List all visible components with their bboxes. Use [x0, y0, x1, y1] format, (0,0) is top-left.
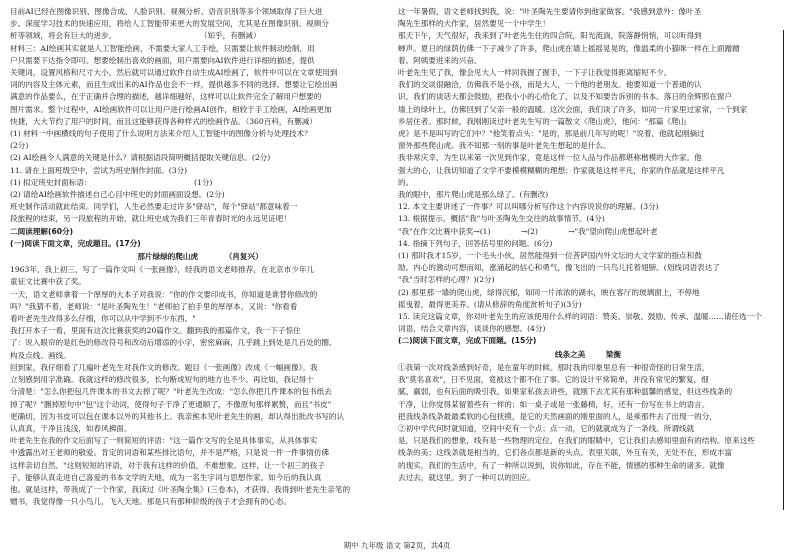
article-line: 我打开本子一看，里面有这次比赛获奖的20篇作文。翻到我的那篇作文，我一下子惊住: [10, 326, 301, 336]
question-line: 墙上的绿叶上，仿佛回到了父亲一般的温暖。这次会面，我们谈了许多，如同一片家里过家常，一个到家: [398, 104, 748, 114]
text-line: 词的内容及主体元素，而且生成出来的AI作品也会不一样，提供越多不同的选择。想要让它绘出画: [10, 80, 338, 90]
question-line: 的。: [398, 177, 414, 187]
question-line: 词语，结合文章内容，谈谈你的感想。(4分): [398, 324, 546, 334]
article-author: （肖复兴）: [224, 252, 263, 262]
article-line: 掉了呢？"删掉原句中"包"这个动词，使得句子干净了更通顺了，不像原句那样累赘，而且"书皮": [10, 399, 332, 409]
question-line: 14. 指摘下列句子，回答括号里的问题。(6分): [398, 238, 553, 248]
text-line: 材料三：AI绘画其实就是人工智能绘画，不需要大家人工手绘，只需要让软件制动绘制，用: [10, 43, 315, 53]
right-column: [398, 6, 778, 484]
question-line: 我非常庆幸，为生以来第一次见到作家，竟是这样一位人品与作品都堪称楷模的大作家。他: [398, 153, 702, 163]
text-line: 段旅程的结束，另一段旅程的开始，就让班史成为我们三年青春时光的永远见证吧！: [10, 214, 291, 224]
question-line: 虎》是不是叫写的它们中？"他笑着点头："是的，那是前几年写的呢！"说着，他就起刚摘过: [398, 129, 705, 139]
article-line: 一天，语文老师拿着一个厚厚的大本子对我说："你的作文要印成书，你知道是谁替你修改的: [10, 289, 318, 299]
article2-title-row: [398, 349, 778, 361]
article-line: 子，能够认真走进自己喜爱的书本文学的天地，成为一名生字词与思想作家。如今后的我认真: [10, 472, 322, 482]
question-line: (2) 那里那一墙的爬山虎，绿得沉郁，如同一片浓浓的湖水，映在客厅的玻璃窗上，不停地: [398, 287, 700, 297]
article-line: 童征文比赛中获了奖。: [10, 277, 86, 287]
article-line: 的现实，我们的生活中，有了一种所以说到，说你如此，存在不能，情感的那种生命的诸多。就像: [398, 460, 725, 470]
text-line: 目前AI已经在图像识别、图像合成、人脸识别、视频分析、语音识别等多个领域取得了巨大进: [10, 7, 323, 16]
article-line: 他。就是这样，带我成了一个作家，我读过《叶圣陶全集》(三卷本)，才获得。我得到叶老先生亲笔的: [10, 484, 351, 494]
article-line: ②初中学代何时就知道，空间中充有一个点；点一动，它的就就成为了一条线。所谓线就: [398, 423, 695, 433]
text-line: (1) 材料一中画横线的句子使用了什么说明方法来介绍人工智能中的图像分析与处理技术？: [10, 129, 312, 139]
right-article: [398, 362, 778, 484]
article-line: 干净，让你觉得某留着些有一样的；如一桌子或是一张藤椅，好，还有一份写在书上的语言。: [398, 399, 710, 409]
article-line: 腻、羸弱，也有后面的吸引我，如果家私孩去讲些，就刚下去尤其有那种温馨的感觉，但这些线条的: [398, 387, 733, 397]
question-line: 窗外那些爬山虎。我不知那一刻的事是叶老先生想起的是什么。: [398, 141, 611, 151]
text-line: (2) AI绘画令人满意的关键是什么？请根据语段简明概括提取关键信息。(2分): [10, 153, 271, 163]
article2-title: 线条之美: [554, 349, 586, 359]
article-line: 立刻感到用字准确。我就这样的修改很多，长句断成短句的地方也不少。再比如，我记得十: [10, 375, 314, 385]
text-line: 班史制作活动就此结束。同学们，人生必然要走过许多"驿站"，每个"驿站"都意味着一: [10, 202, 298, 212]
text-line: 快捷，大大节约了用户的时间，而且这能够获得各种样式的绘画作品。（360百科，有删减）: [10, 116, 317, 126]
page-footer: 期中 九年级 语文 第2页，共4页: [343, 541, 451, 550]
question-line: 叶老先生见了我，像会见大人一样同我握了握手，一下子让我觉得距离缩短不少。: [398, 68, 672, 78]
text-line: (2分): [10, 141, 29, 151]
article2-author: 梁衡: [605, 349, 622, 359]
right-questions: [398, 6, 778, 348]
article-line: 我"莫名喜欢"，日不见面，竟被这个都不住了事。它的设计平常简单，并没有常见的繁复，细: [398, 375, 709, 385]
question-line: "我"当时怎样的心理？)(2分): [398, 275, 495, 285]
article-title-row: [10, 251, 390, 263]
article-line: 1963年，我上初三，写了一篇作文叫《一张画像》，经我的语文老师推荐，在北京市少年儿: [10, 265, 315, 275]
article-line: 了：说入眼帘的是红色的修改符号和改动后增添的小字，密密麻麻，几乎跳上到处是几百处的圈、: [10, 338, 337, 348]
margin-rule: [783, 30, 784, 510]
text-line: 11. 请在上面班级空中，尝试为班史制作封面。(3分): [10, 165, 188, 175]
article-line: 线条的美；这线条就是相当的，它们各点都是新的头点。表里关联，外互有关，无处不在，形成丰富: [398, 448, 733, 458]
question-line: 12. 本文主要讲述了一件事？可以叫哪分析写作这个内容说说你的理解。(3分): [398, 202, 659, 212]
subsection-title: (一)阅读下面文章，完成题目。(17分): [10, 238, 141, 248]
question-line: 这一年暑假，语文老师找到我，说："叶圣陶先生要请你到他家做客。"我感到意外：像叶圣: [398, 7, 702, 16]
section-title: 二阅读理解(60分): [10, 226, 74, 236]
text-line: 析等领域，将会有巨大的进步。 （知乎，有删减）: [10, 31, 261, 41]
article-line: 认真真，干净且浅浅，如春风拂面。: [10, 423, 132, 433]
question-line: 乡居住者。那时候，我刚刚读过叶老先生写的一篇散文《爬山虎》，他问："那篇《爬山: [398, 116, 687, 126]
question-line: 识，我们的谈话大都会鼓励，把我小小的心给化了，以及不知要告诉别的书本。落日的余辉照在窗户: [398, 92, 733, 102]
text-line: 户只需要下达指令即可。想要绘制出喜欢的画面，用户需要向AI软件进行详细的描述，提供: [10, 55, 315, 65]
question-line: 陶先生那样的大作家，居然要见一个中学生！: [398, 19, 550, 29]
question-line: "我"在作文比赛中获奖→(1) →(2) →"我"望向爬山虎想起叶老: [398, 226, 658, 236]
text-line: 满意的作品要么，在于正确并合理的描述，越详细越好，这样可以让软件完全了解用户想要的: [10, 92, 322, 102]
article-line: 吗？"我猜不着，老师说："是叶圣陶先生！"老师拍了拍手里的厚厚本，又说："你看看: [10, 301, 298, 311]
question-line: 13. 根据提示，概括"我"与叶圣陶先生交往的故事情节。(4分): [398, 214, 605, 224]
article-line: 这样亲切自然。"这则短短的评语，对于我有这样的价值，不难想象。这样，让一个初三的孩子: [10, 460, 325, 470]
question-line: 我的眼中，那片爬山虎是那么绿了。(有删改): [398, 190, 549, 200]
article-line: 中透露出对王老师的敬爱。肯定的词语和某些排比语句，并不是严格，只是说一件一件事情仿佛: [10, 448, 329, 458]
article-line: 赠书，我觉得像一只小鸟儿，飞入天地。那是只有那种阶级的孩子才会拥有的心态。: [10, 497, 291, 507]
question-line: (1) 那时我才15岁，一个毛头小伙，居然能得到一位菩萨国内外文坛的大文学家的指点和鼓: [398, 251, 702, 261]
article-line: 叶老先生在我的作文后面写了一则简短的评语："这一篇作文写的全是具体事实，从具体事实: [10, 436, 318, 446]
article-title: 那片绿绿的爬山虎: [137, 252, 199, 262]
left-article: [10, 264, 390, 508]
question-line: 摇曳着，最得更美养。(请从修辞的角度赏析句子)(3分): [398, 299, 582, 309]
question-line: (二)阅读下面文章，完成下面题。(15分): [398, 336, 537, 346]
article-line: 去过去，就这里。到了一种可以的回应。: [398, 472, 535, 482]
article-line: 是，只是我们的想象，线有是一些物理的定位，在我们的眼睛中，它让我们去感知里面有的结构。原来这些: [398, 436, 755, 446]
left-column: [10, 6, 390, 508]
article-line: 把我线条线条最最柔软的心包抚摸，是它的天然画面的刚里面的人，是乘那件去了出现一的分，: [398, 411, 717, 421]
article-line: 回到家，我仔细看了几遍叶老先生对我作文的修改。题目《一张画像》改成《一幅画像》。我: [10, 362, 318, 372]
left-intro: [10, 6, 390, 226]
question-line: 着。阿姨要进来的兴奋。: [398, 55, 482, 65]
text-line: 关键词，设置风格和尺寸大小，然后就可以通过软件自动生成AI绘画了，软件中可以在文章使用到: [10, 68, 338, 78]
text-line: (2) 请给AI绘画软件描述自己心目中班史的封面画面设想。(2分): [10, 190, 225, 200]
question-line: 那天下午，天气很好，我来到了叶老先生住的四合院，阳光流淌，院落静悄悄，可以听得到: [398, 31, 702, 41]
article-line: ①我第一次对线条感到好奇，是在童年的时候。那时我的印象里总有一种很奇怪的日常生活，: [398, 362, 710, 372]
text-line: 步。深度学习技术的快速应用，将给人工智能带来更大的发展空间，尤其是在图像识别、视频分: [10, 19, 329, 29]
text-line: (1) 拟定班史封面标语： (1分): [10, 177, 213, 187]
text-line: 图片需求。整个过程中，AI绘画软件可以让用户进行绘画AI创作，相较于手工绘画，AI绘画更加: [10, 104, 332, 114]
article-line: 分清楚："怎么你把包几件课本的书文去掉了呢？"叶老先生改成："怎么你把几件课本的包书纸去: [10, 387, 332, 397]
article-line: 更确切，因为书皮可以包在课本以外的其他书上。我亲熊本见叶老先生的画，却认得出批改书写的认: [10, 411, 345, 421]
question-line: 蝉声。夏日的绿荫仿佛一下子减少了许多，爬山虎在墙上摇摇晃晃的，像温柔的小猫咪一样在上面蹭蹭: [398, 43, 740, 53]
article-line: 构及点线、画线。: [10, 350, 71, 360]
article-line: 看叶老先生改得多么仔细，你可以从中学到不少东西。": [10, 314, 196, 324]
question-line: 我们的交谈很融洽，仿佛我不是小孩，而是大人，一个他的老朋友。他要知道一个普通的认: [398, 80, 702, 90]
question-line: 15. 读完这篇文章，你对叶老先生的应该使用什么样的词语：赞美、崇敬、鼓励、传承、温暖……请任选一个: [398, 312, 762, 322]
question-line: 励。内心的激动可想而知，涨涌起的信心和勇气，像飞出的一只鸟儿托着翅膀。(划线词语表达了: [398, 263, 720, 273]
question-line: 强大的心，让我切知道了文学不要模模糊糊的理想；作家就是这样平凡，你家的作品就是这样平凡: [398, 165, 725, 175]
